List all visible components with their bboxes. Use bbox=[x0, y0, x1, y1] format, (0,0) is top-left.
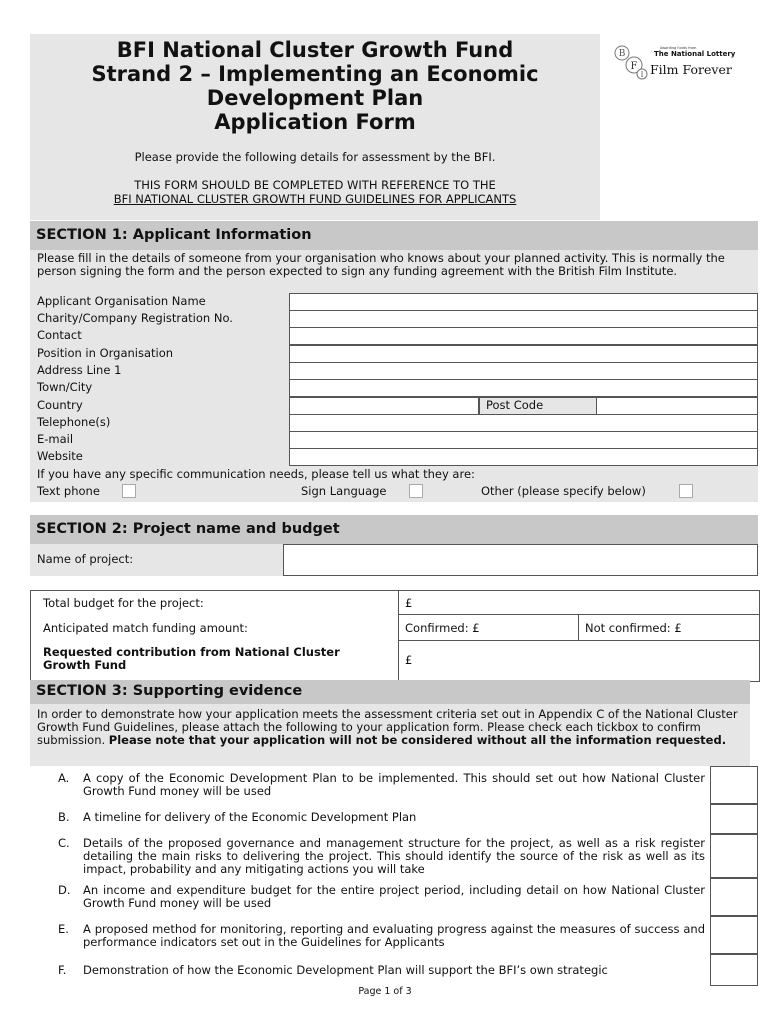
svg-text:B: B bbox=[618, 49, 626, 59]
item-letter: C. bbox=[58, 836, 70, 850]
film-forever-text: Film Forever bbox=[650, 62, 732, 77]
telephone-field[interactable] bbox=[289, 414, 758, 432]
option-other-label: Other (please specify below) bbox=[481, 484, 646, 498]
label-organisation-name: Applicant Organisation Name bbox=[37, 294, 206, 308]
organisation-name-field[interactable] bbox=[289, 293, 758, 311]
other-checkbox[interactable] bbox=[679, 484, 693, 498]
item-text: An income and expenditure budget for the entire project period, including detail on how National Cluster Growth Fund money will be used bbox=[83, 883, 705, 910]
title-line-3: Development Plan bbox=[206, 86, 424, 110]
section1-intro: Please fill in the details of someone from your organisation who knows about your planned activity. This is normally the person signing the form and the person expected to sign any funding agreement with the British Film Institute. bbox=[37, 251, 725, 278]
option-text-phone-label: Text phone bbox=[37, 484, 100, 498]
contact-field[interactable] bbox=[289, 327, 758, 345]
title-line-2: Strand 2 – Implementing an Economic bbox=[91, 62, 539, 86]
item-letter: B. bbox=[58, 810, 70, 824]
label-town-city: Town/City bbox=[37, 380, 93, 394]
position-field[interactable] bbox=[289, 345, 758, 363]
confirmed-funding-field[interactable]: Confirmed: £ bbox=[405, 621, 480, 635]
label-website: Website bbox=[37, 449, 83, 463]
label-contact: Contact bbox=[37, 328, 82, 342]
lottery-small-text: Awarding funds from bbox=[660, 46, 697, 50]
address-line-1-field[interactable] bbox=[289, 362, 758, 380]
budget-divider bbox=[398, 590, 399, 682]
svg-text:F: F bbox=[630, 61, 638, 72]
evidence-a-tickbox[interactable] bbox=[710, 766, 758, 804]
provide-details-text: Please provide the following details for assessment by the BFI. bbox=[134, 150, 496, 164]
item-letter: A. bbox=[58, 771, 70, 785]
item-letter: D. bbox=[58, 883, 71, 897]
post-code-field[interactable] bbox=[596, 397, 758, 415]
lottery-name: The National Lottery bbox=[654, 50, 736, 58]
item-letter: E. bbox=[58, 922, 69, 936]
section3-intro-text: In order to demonstrate how your application meets the assessment criteria set out in Appendix C of the National Cluster Growth Fund Guidelines, please attach the following to your application form. Please check each tickbox to confirm submission. bbox=[37, 707, 738, 747]
not-confirmed-funding-field[interactable]: Not confirmed: £ bbox=[585, 621, 682, 635]
item-text: A timeline for delivery of the Economic Development Plan bbox=[83, 810, 417, 824]
budget-col-line bbox=[578, 614, 579, 640]
section2-heading: SECTION 2: Project name and budget bbox=[30, 515, 758, 544]
section3-intro-warning: Please note that your application will not be considered without all the information requested. bbox=[108, 733, 727, 747]
form-title bbox=[30, 38, 600, 134]
registration-no-field[interactable] bbox=[289, 310, 758, 328]
communication-needs-text: If you have any specific communication needs, please tell us what they are: bbox=[37, 467, 475, 481]
bfi-circles-icon bbox=[614, 44, 650, 80]
evidence-f-tickbox[interactable] bbox=[710, 954, 758, 986]
email-field[interactable] bbox=[289, 431, 758, 449]
reference-text: THIS FORM SHOULD BE COMPLETED WITH REFERENCE TO THE bbox=[134, 178, 496, 192]
sign-language-checkbox[interactable] bbox=[409, 484, 423, 498]
requested-contribution-field[interactable]: £ bbox=[405, 653, 413, 667]
title-line-1: BFI National Cluster Growth Fund bbox=[116, 38, 514, 62]
text-phone-checkbox[interactable] bbox=[122, 484, 136, 498]
guidelines-link[interactable]: BFI NATIONAL CLUSTER GROWTH FUND GUIDELINES FOR APPLICANTS bbox=[113, 192, 517, 206]
section3-heading: SECTION 3: Supporting evidence bbox=[30, 680, 750, 704]
label-address-line-1: Address Line 1 bbox=[37, 363, 122, 377]
item-text: Details of the proposed governance and management structure for the project, as well as a risk register detailing the main risks to delivering the project. This should identify the source of the risk as well as its impact, probability and any mitigating actions you will take bbox=[83, 836, 705, 876]
label-position: Position in Organisation bbox=[37, 346, 174, 360]
item-text: A proposed method for monitoring, reporting and evaluating progress against the measures of success and performance indicators set out in the Guidelines for Applicants bbox=[83, 922, 705, 949]
evidence-e-tickbox[interactable] bbox=[710, 916, 758, 954]
match-funding-label: Anticipated match funding amount: bbox=[43, 621, 248, 635]
title-line-4: Application Form bbox=[214, 110, 416, 134]
requested-contribution-label: Requested contribution from National Cluster Growth Fund bbox=[43, 645, 340, 672]
total-budget-label: Total budget for the project: bbox=[43, 596, 204, 610]
option-sign-language-label: Sign Language bbox=[301, 484, 387, 498]
total-budget-field[interactable]: £ bbox=[405, 596, 413, 610]
budget-row-line bbox=[398, 614, 760, 615]
project-name-field[interactable] bbox=[283, 544, 758, 576]
post-code-label: Post Code bbox=[479, 397, 597, 415]
label-country: Country bbox=[37, 398, 83, 412]
svg-text:I: I bbox=[640, 71, 644, 79]
item-text: Demonstration of how the Economic Development Plan will support the BFI’s own strategic bbox=[83, 963, 608, 977]
item-text: A copy of the Economic Development Plan to be implemented. This should set out how National Cluster Growth Fund money will be used bbox=[83, 771, 705, 798]
evidence-c-tickbox[interactable] bbox=[710, 834, 758, 878]
evidence-b-tickbox[interactable] bbox=[710, 804, 758, 834]
label-email: E-mail bbox=[37, 432, 74, 446]
label-registration-no: Charity/Company Registration No. bbox=[37, 311, 233, 325]
evidence-d-tickbox[interactable] bbox=[710, 878, 758, 916]
country-field[interactable] bbox=[289, 397, 479, 415]
section1-heading: SECTION 1: Applicant Information bbox=[30, 221, 758, 250]
item-letter: F. bbox=[58, 963, 67, 977]
budget-row-line bbox=[398, 640, 760, 641]
town-city-field[interactable] bbox=[289, 379, 758, 397]
page-number: Page 1 of 3 bbox=[358, 986, 412, 997]
website-field[interactable] bbox=[289, 448, 758, 466]
label-telephone: Telephone(s) bbox=[37, 415, 111, 429]
bfi-logo bbox=[614, 44, 734, 84]
section3-intro bbox=[37, 708, 749, 747]
project-name-label: Name of project: bbox=[37, 552, 134, 566]
form-header bbox=[30, 34, 600, 220]
